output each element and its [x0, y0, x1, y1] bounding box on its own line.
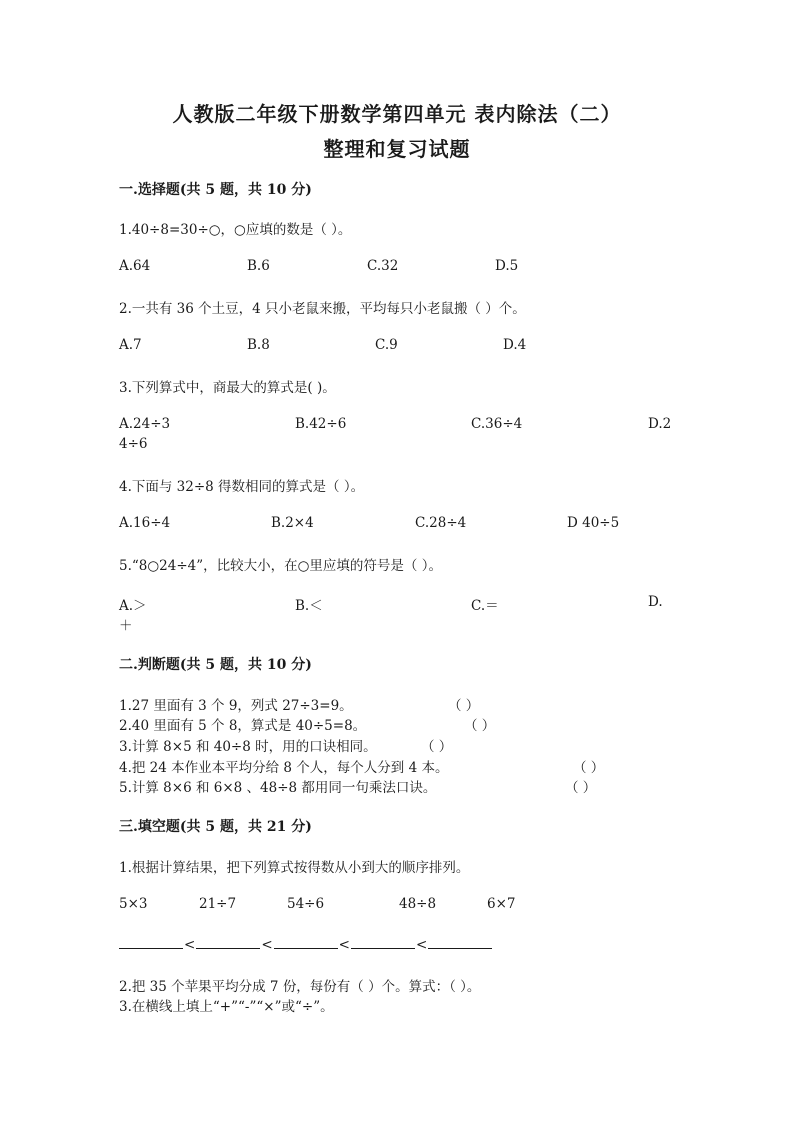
q1-option-a: A.64: [119, 258, 151, 274]
q4-option-a: A.16÷4: [119, 515, 171, 531]
judge-paren-3[interactable]: （ ）: [421, 739, 453, 755]
fill-question-2: 2.把 35 个苹果平均分成 7 份，每份有（ ）个。算式：（ ）。: [119, 979, 481, 995]
question-5: 5.“8○24÷4”，比较大小，在○里应填的符号是（ ）。: [119, 558, 442, 574]
q4-option-b: B.2×4: [271, 515, 314, 531]
q1-option-d: D.5: [495, 258, 519, 274]
q3-option-c: C.36÷4: [471, 416, 523, 432]
judge-item-5: 5.计算 8×6 和 6×8 、48÷8 都用同一句乘法口诀。: [119, 780, 437, 796]
fill-expr-1: 5×3: [119, 896, 148, 912]
q2-option-c: C.9: [375, 337, 398, 353]
answer-blank-1[interactable]: [119, 934, 183, 949]
fill-expr-2: 21÷7: [199, 896, 237, 912]
q1-option-c: C.32: [367, 258, 399, 274]
q2-option-b: B.8: [247, 337, 270, 353]
judge-paren-5[interactable]: （ ）: [565, 780, 597, 796]
judge-paren-1[interactable]: （ ）: [448, 698, 480, 714]
q5-option-a: A.＞: [119, 598, 147, 614]
fill-question-1: 1.根据计算结果，把下列算式按得数从小到大的顺序排列。: [119, 860, 470, 876]
section-heading-fill: 三.填空题(共 5 题，共 21 分): [119, 819, 312, 835]
judge-item-1: 1.27 里面有 3 个 9，列式 27÷3=9。: [119, 698, 353, 714]
ordering-blanks: [119, 934, 492, 953]
q2-option-d: D.4: [503, 337, 527, 353]
fill-question-3: 3.在横线上填上“+”“-”“×”或“÷”。: [119, 999, 334, 1015]
question-2: 2.一共有 36 个土豆，4 只小老鼠来搬，平均每只小老鼠搬（ ）个。: [119, 301, 526, 317]
q1-option-b: B.6: [247, 258, 270, 274]
judge-item-3: 3.计算 8×5 和 40÷8 时，用的口诀相同。: [119, 739, 377, 755]
question-3: 3.下列算式中，商最大的算式是( )。: [119, 380, 336, 396]
page-title-line1: 人教版二年级下册数学第四单元 表内除法（二）: [172, 102, 622, 126]
q3-option-d-wrap: 4÷6: [119, 436, 148, 452]
q4-option-d: D 40÷5: [567, 515, 620, 531]
question-4: 4.下面与 32÷8 得数相同的算式是（ ）。: [119, 479, 365, 495]
q3-option-b: B.42÷6: [295, 416, 347, 432]
fill-expr-4: 48÷8: [399, 896, 437, 912]
judge-item-4: 4.把 24 本作业本平均分给 8 个人，每个人分到 4 本。: [119, 760, 449, 776]
question-1: 1.40÷8=30÷○，○应填的数是（ ）。: [119, 222, 352, 238]
less-than-sign-1: <: [184, 937, 196, 953]
less-than-sign-3: <: [338, 937, 350, 953]
answer-blank-2[interactable]: [196, 934, 260, 949]
q5-option-b: B.＜: [295, 598, 323, 614]
less-than-sign-2: <: [261, 937, 273, 953]
fill-expr-3: 54÷6: [287, 896, 325, 912]
section-heading-judge: 二.判断题(共 5 题，共 10 分): [119, 657, 312, 673]
q2-option-a: A.7: [119, 337, 142, 353]
q3-option-a: A.24÷3: [119, 416, 171, 432]
judge-paren-2[interactable]: （ ）: [464, 718, 496, 734]
q5-option-c: C.＝: [471, 598, 499, 614]
q5-option-d-wrap: ＋: [119, 618, 133, 634]
judge-item-2: 2.40 里面有 5 个 8，算式是 40÷5=8。: [119, 718, 367, 734]
answer-blank-4[interactable]: [351, 934, 415, 949]
q5-option-d: D.: [648, 594, 663, 610]
answer-blank-3[interactable]: [274, 934, 338, 949]
q3-option-d: D.2: [648, 416, 672, 432]
answer-blank-5[interactable]: [428, 934, 492, 949]
q4-option-c: C.28÷4: [415, 515, 467, 531]
page-title-line2: 整理和复习试题: [323, 137, 471, 161]
fill-expr-5: 6×7: [487, 896, 516, 912]
less-than-sign-4: <: [415, 937, 428, 953]
section-heading-choice: 一.选择题(共 5 题，共 10 分): [119, 182, 312, 198]
judge-paren-4[interactable]: （ ）: [573, 760, 605, 776]
